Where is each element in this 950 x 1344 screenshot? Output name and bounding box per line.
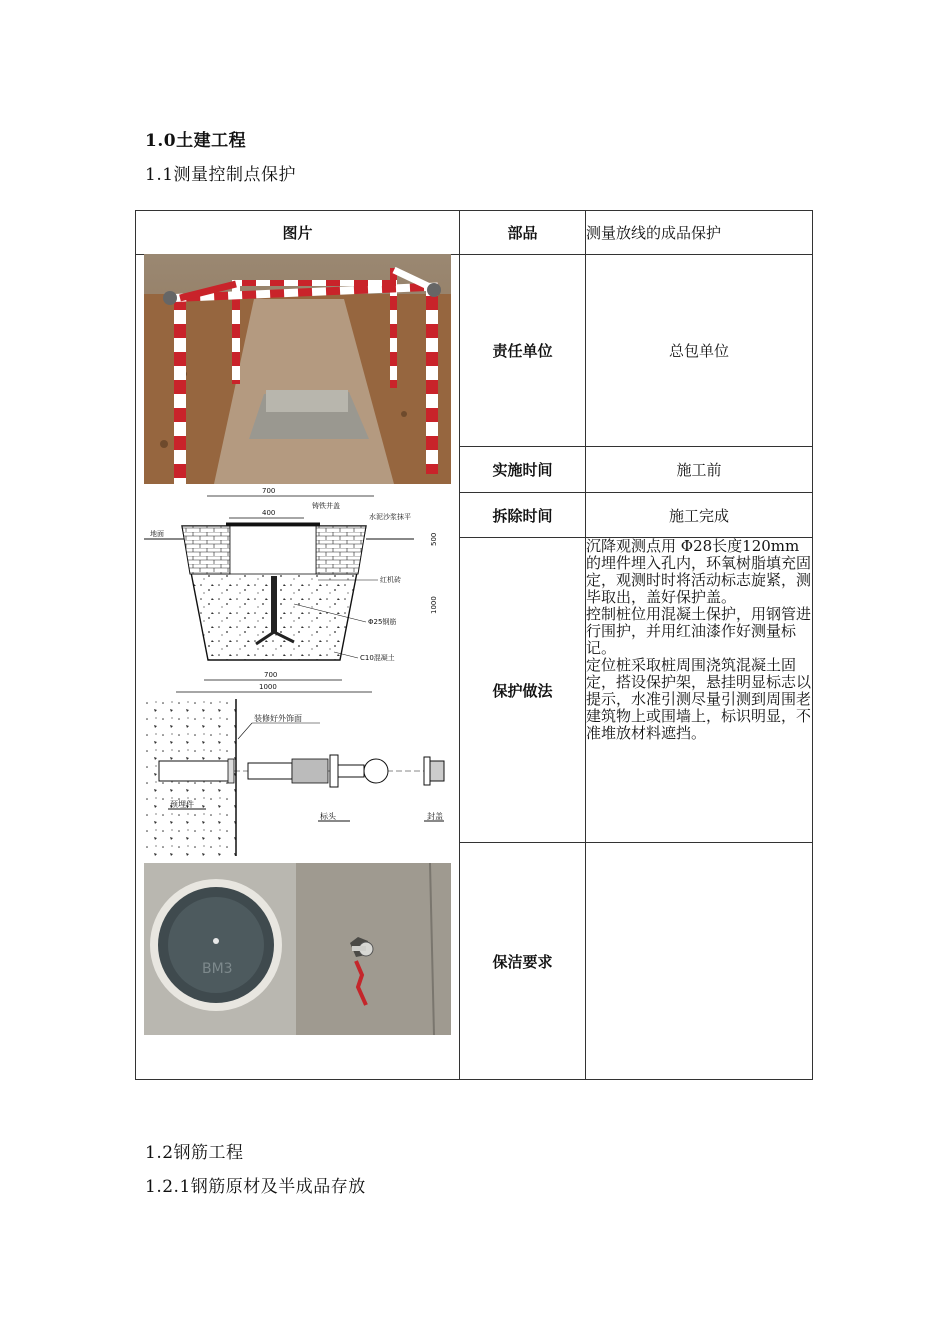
survey-frame-photo: [144, 254, 451, 484]
method-value: [586, 538, 813, 843]
responsible-value: 总包单位: [586, 255, 813, 447]
part-value: 测量放线的成品保护: [586, 211, 813, 255]
removal-label: 拆除时间: [460, 493, 586, 538]
label-cast-iron-cover: 铸铁井盖: [312, 502, 340, 510]
cleaning-label: 保洁要求: [460, 843, 586, 1080]
header-picture: 图片: [136, 211, 460, 255]
label-embed: 预埋件: [170, 800, 194, 809]
dim-500: 500: [430, 532, 438, 546]
section-heading-rebar-storage: 1.2.1钢筋原材及半成品存放: [145, 1177, 366, 1197]
embed-detail-drawing: [144, 699, 451, 856]
label-red-brick: 红机砖: [380, 576, 401, 584]
dim-1000-vertical: 1000: [430, 596, 438, 614]
picture-stack: [144, 254, 451, 1035]
responsible-label: 责任单位: [460, 255, 586, 447]
section-heading-survey-protection: 1.1测量控制点保护: [145, 165, 297, 185]
dim-bottom-1000: 1000: [259, 683, 277, 691]
method-paragraph: 沉降观测点用 Φ28长度120mm的埋件埋入孔内，环氧树脂填充固定，观测时时将活动标志旋紧，测毕取出，盖好保护盖。: [586, 537, 812, 606]
dim-top-700: 700: [262, 487, 276, 495]
label-mortar: 水泥沙浆抹平: [369, 513, 411, 521]
dim-bottom-700: 700: [264, 671, 278, 679]
label-cap: 封盖: [427, 812, 443, 821]
dim-inner-400: 400: [262, 509, 276, 517]
implementation-value: 施工前: [586, 447, 813, 493]
installed-benchmark-photo: [144, 863, 451, 1035]
method-paragraph: 定位桩采取桩周围浇筑混凝土固定，搭设保护架，悬挂明显标志以提示，水准引测尽量引测到周围老建筑物上或围墙上，标识明显，不准堆放材料遮挡。: [586, 656, 812, 742]
label-marker-head: 标头: [320, 812, 336, 821]
method-label: 保护做法: [460, 538, 586, 843]
header-part: 部品: [460, 211, 586, 255]
label-ground: 地面: [150, 530, 164, 538]
section-heading-rebar: 1.2钢筋工程: [145, 1143, 244, 1163]
cleaning-value: [586, 843, 813, 1080]
label-finish-surface: 装修好外饰面: [254, 714, 302, 723]
label-c10-concrete: C10混凝土: [360, 654, 395, 662]
marker-text: BM3: [202, 961, 233, 977]
removal-value: 施工完成: [586, 493, 813, 538]
section-heading-civil: 1.0土建工程: [145, 131, 247, 151]
method-paragraph: 控制桩位用混凝土保护，用钢管进行围护，并用红油漆作好测量标记。: [586, 605, 812, 657]
label-rebar: Φ25钢筋: [368, 618, 397, 626]
implementation-label: 实施时间: [460, 447, 586, 493]
benchmark-section-drawing: [144, 484, 451, 699]
